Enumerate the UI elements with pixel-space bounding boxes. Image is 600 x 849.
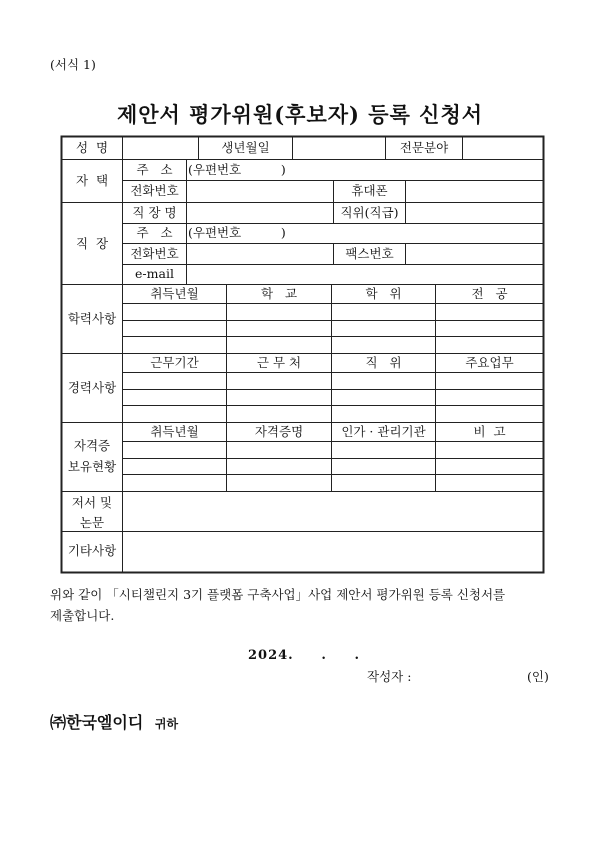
publications-label-line1: 저서 및 — [71, 495, 113, 510]
work-section-label: 직 장 — [75, 236, 109, 251]
others-label: 기타사항 — [67, 543, 117, 558]
addressee-suffix: 귀하 — [154, 717, 179, 731]
certificate-header-remarks: 비 고 — [473, 424, 506, 439]
company-name-label: 직 장 명 — [132, 205, 177, 220]
career-header-workplace: 근 무 처 — [256, 355, 302, 370]
work-postal-code-hint: (우편번호 ) — [188, 225, 286, 240]
writer-label: 작성자 : — [367, 669, 412, 684]
publications-label-line2: 논문 — [79, 515, 105, 530]
page-title: 제안서 평가위원(후보자) 등록 신청서 — [116, 102, 484, 127]
home-section-label: 자 택 — [75, 173, 109, 188]
work-phone-label: 전화번호 — [130, 246, 179, 261]
certificate-header-name: 자격증명 — [254, 424, 304, 439]
education-header-date: 취득년월 — [150, 286, 199, 301]
certificates-section-label-line2: 보유현황 — [67, 459, 117, 474]
certificate-header-authority: 인가 · 관리기관 — [341, 424, 426, 439]
certificates-section-label-line1: 자격증 — [73, 438, 111, 453]
birth-date-label: 생년월일 — [221, 140, 270, 155]
career-header-position: 직 위 — [365, 355, 402, 370]
career-section-label: 경력사항 — [67, 380, 117, 395]
education-header-major: 전 공 — [471, 286, 508, 301]
addressee — [50, 710, 178, 733]
seal-label: (인) — [527, 669, 549, 684]
career-header-period: 근무기간 — [150, 355, 199, 370]
mobile-phone-label: 휴대폰 — [351, 183, 388, 198]
career-header-duties: 주요업무 — [465, 355, 514, 370]
form-number: (서식 1) — [50, 57, 96, 72]
home-postal-code-hint: (우편번호 ) — [188, 162, 286, 177]
education-section-label: 학력사항 — [67, 311, 117, 326]
name-label: 성 명 — [75, 140, 109, 155]
fax-number-label: 팩스번호 — [345, 246, 394, 261]
certificate-header-date: 취득년월 — [150, 424, 199, 439]
home-phone-label: 전화번호 — [130, 183, 179, 198]
email-label: e-mail — [135, 266, 174, 281]
statement-line-2: 제출합니다. — [50, 608, 115, 623]
statement-line-1: 위와 같이 「시티챌린지 3기 플랫폼 구축사업」사업 제안서 평가위원 등록 신청서를 — [50, 587, 506, 602]
education-header-school: 학 교 — [260, 286, 298, 301]
education-header-degree: 학 위 — [365, 286, 402, 301]
job-position-label: 직위(직급) — [340, 205, 399, 220]
statement-paragraph — [50, 584, 560, 626]
submission-date: 2024. . . — [248, 648, 361, 663]
addressee-company: ㈜한국엘이디 — [50, 713, 144, 732]
work-address-label: 주 소 — [136, 225, 173, 240]
home-address-label: 주 소 — [136, 162, 173, 177]
expertise-field-label: 전문분야 — [399, 140, 449, 155]
